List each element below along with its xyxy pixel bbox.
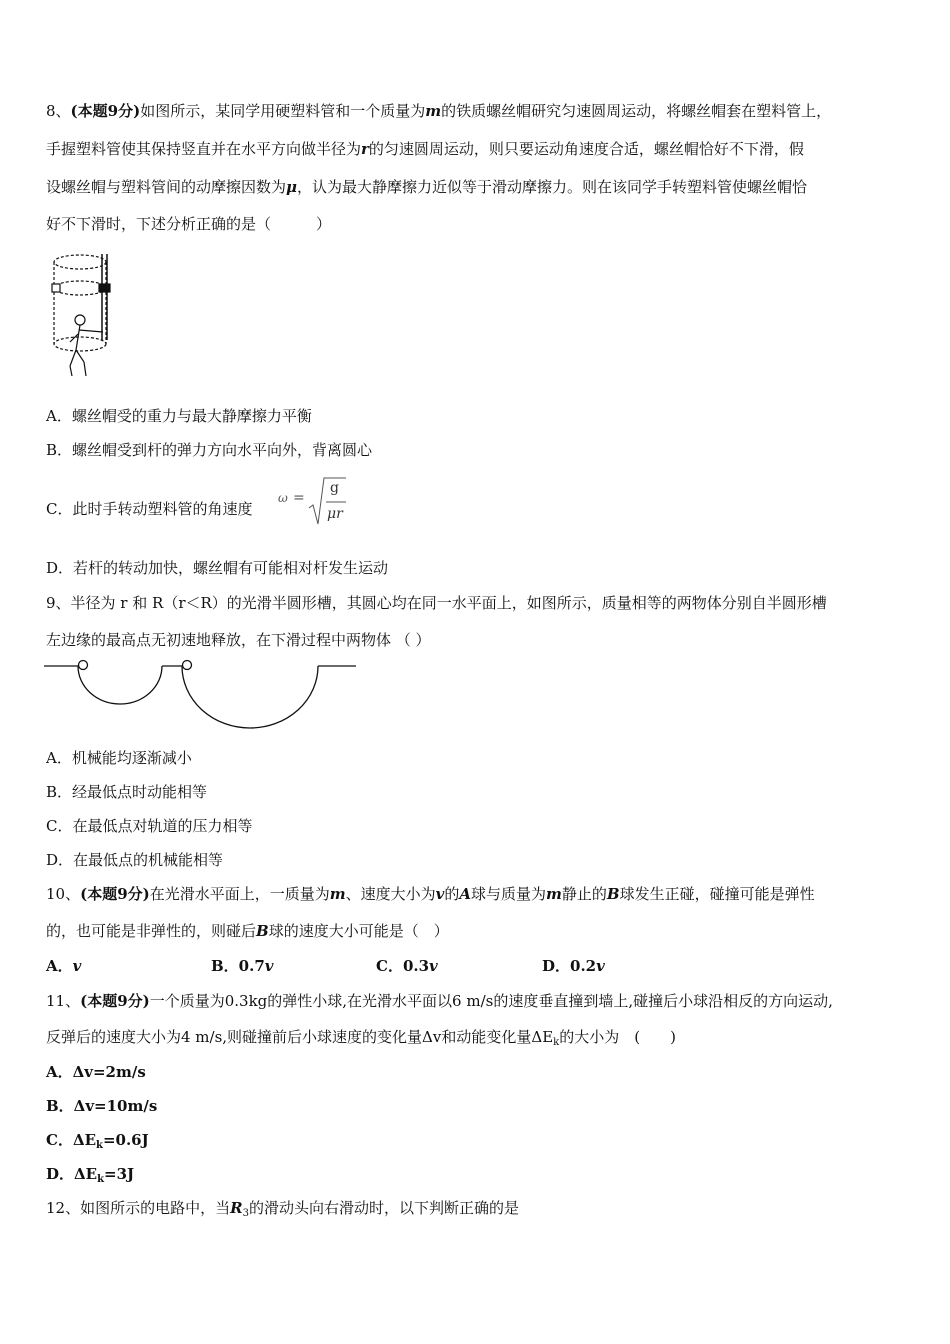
q10-line-1: 10、(本题9分)在光滑水平面上，一质量为m、速度大小为v的A球与质量为m静止的B球发生正碰，碰撞可能是弹性 [46, 885, 815, 903]
q10-option-b: B．0.7v [211, 957, 274, 975]
q8-figure-spinning-tube [46, 248, 126, 382]
q9-line-1: 9、半径为 r 和 R（r＜R）的光滑半圆形槽，其圆心均在同一水平面上，如图所示，质量相等的两物体分别自半圆形槽 [46, 594, 827, 612]
q11-option-c: C．$\Delta E_k=0.6J$ [46, 1131, 149, 1151]
q8-option-c: C．此时手转动塑料管的角速度 [46, 500, 253, 518]
q10-option-a: A．v [46, 957, 82, 975]
q8-option-c-formula [278, 474, 358, 530]
q9-option-c: C．在最低点对轨道的压力相等 [46, 817, 253, 835]
q8-line-2: 手握塑料管使其保持竖直并在水平方向做半径为r的匀速圆周运动，则只要运动角速度合适，螺丝帽恰好不下滑，假 [46, 140, 804, 158]
q11-line-2: 反弹后的速度大小为4 m/s,则碰撞前后小球速度的变化量Δv和动能变化量$\Delta E_k$的大小为 ( ) [46, 1028, 676, 1048]
q10-line-2: 的，也可能是非弹性的，则碰后B球的速度大小可能是（ ） [46, 922, 449, 940]
q9-option-a: A．机械能均逐渐减小 [46, 749, 192, 767]
q8-line-3: 设螺丝帽与塑料管间的动摩擦因数为μ，认为最大静摩擦力近似等于滑动摩擦力。则在该同学手转塑料管使螺丝帽恰 [46, 178, 808, 196]
q11-option-a: A．Δv=2m/s [46, 1063, 146, 1081]
q11-option-d: D．$\Delta E_k=3J$ [46, 1165, 135, 1185]
formula-equals: = [293, 490, 305, 506]
q12-line-1: 12、如图所示的电路中，当$R_3$的滑动头向右滑动时，以下判断正确的是 [46, 1199, 519, 1219]
q9-option-b: B．经最低点时动能相等 [46, 783, 208, 801]
q8-option-a: A．螺丝帽受的重力与最大静摩擦力平衡 [46, 407, 312, 425]
formula-denominator: μr [327, 506, 343, 522]
q9-option-d: D．在最低点的机械能相等 [46, 851, 224, 869]
q9-line-2: 左边缘的最高点无初速地释放，在下滑过程中两物体 （ ） [46, 631, 431, 649]
formula-numerator: g [330, 480, 339, 496]
q9-figure-semicircle-tracks [44, 658, 364, 734]
q10-option-d: D．0.2v [542, 957, 605, 975]
q8-option-b: B．螺丝帽受到杆的弹力方向水平向外，背离圆心 [46, 441, 373, 459]
q11-line-1: 11、(本题9分)一个质量为0.3kg的弹性小球,在光滑水平面以6 m/s的速度垂直撞到墙上,碰撞后小球沿相反的方向运动, [46, 992, 833, 1010]
formula-omega: ω [278, 491, 288, 505]
q10-option-c: C．0.3v [376, 957, 438, 975]
q8-line-4: 好不下滑时，下述分析正确的是（ ） [46, 215, 332, 233]
q8-option-d: D．若杆的转动加快，螺丝帽有可能相对杆发生运动 [46, 559, 389, 577]
q11-option-b: B．Δv=10m/s [46, 1097, 158, 1115]
q8-line-1: 8、(本题9分)如图所示，某同学用硬塑料管和一个质量为m的铁质螺丝帽研究匀速圆周运动，将螺丝帽套在塑料管上， [46, 102, 832, 120]
q10-options [46, 956, 906, 976]
